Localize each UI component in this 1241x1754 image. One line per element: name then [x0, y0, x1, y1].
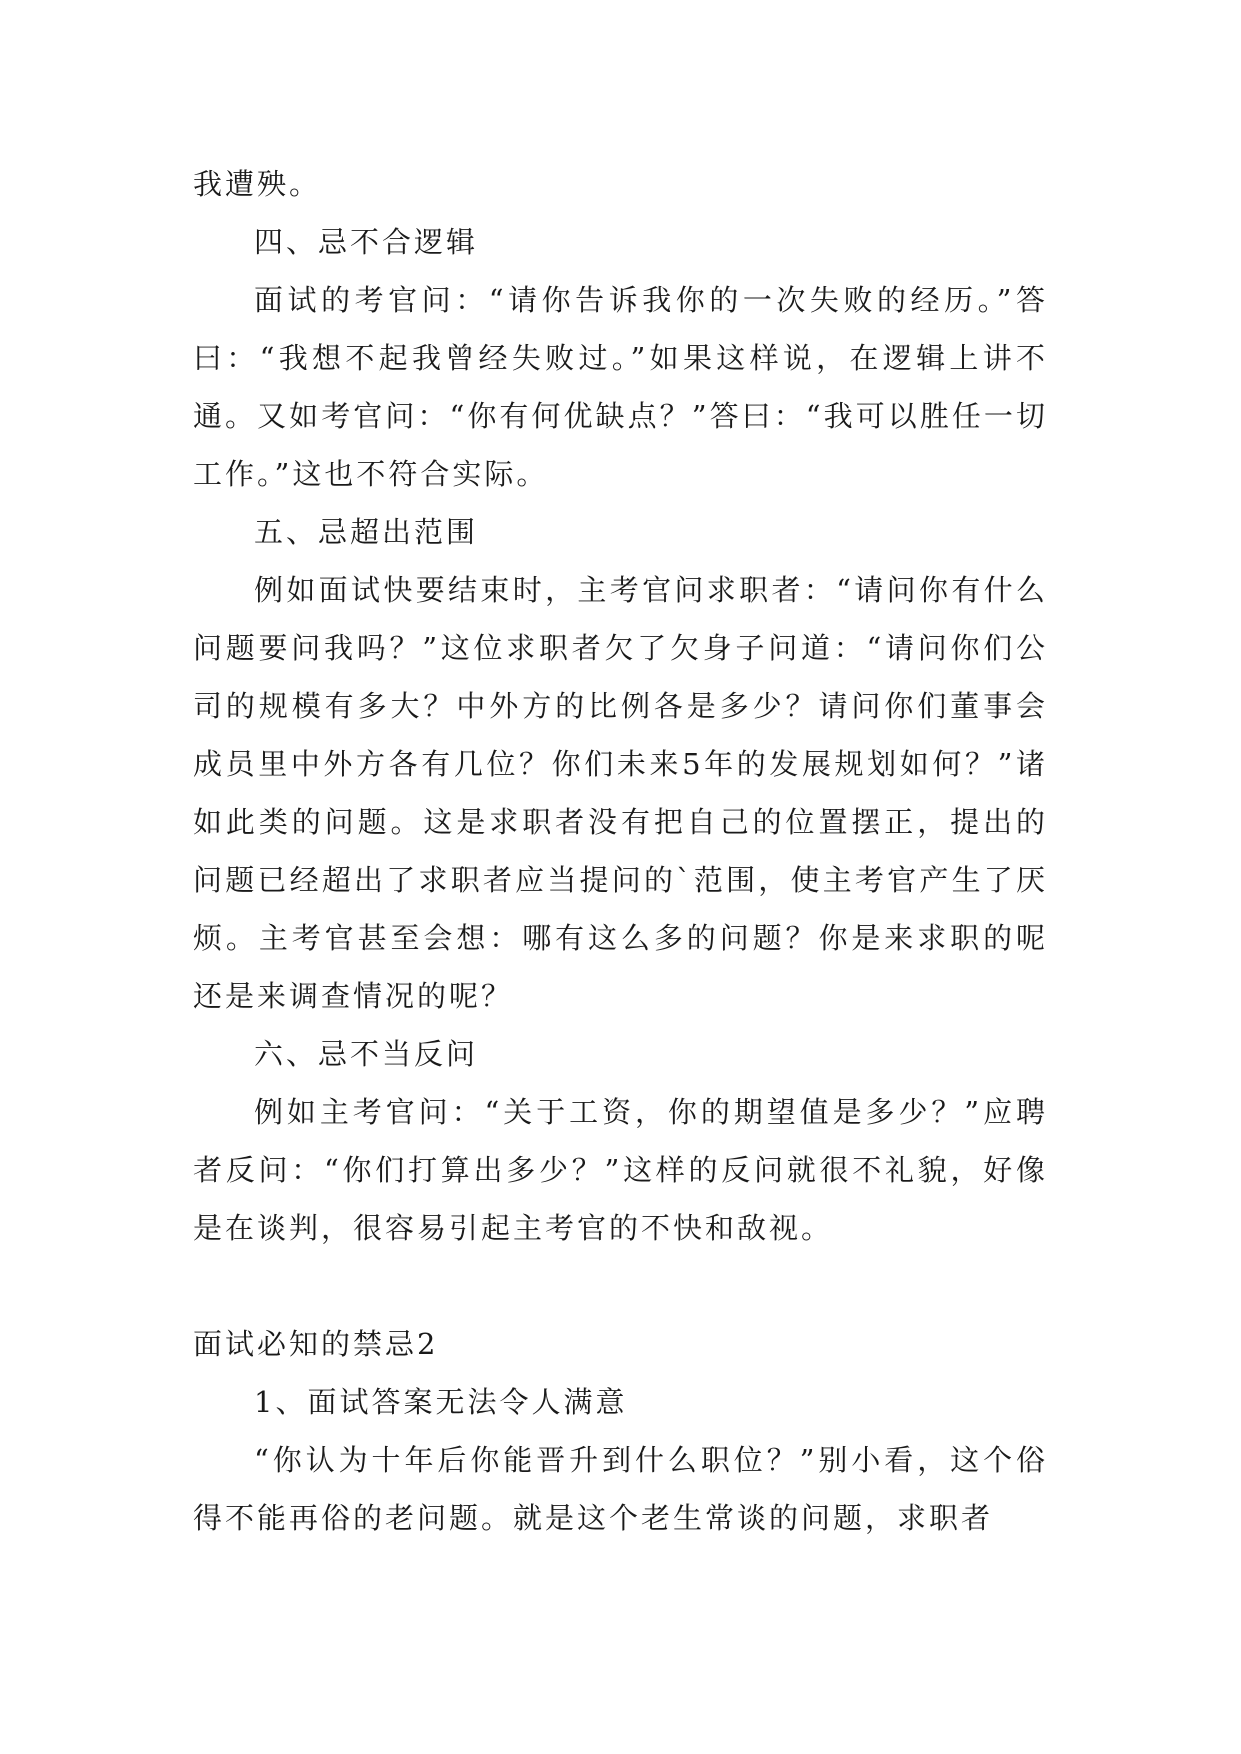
- heading-six: 六、忌不当反问: [254, 1037, 479, 1071]
- section-title: 面试必知的禁忌2: [193, 1327, 439, 1361]
- paragraph-ten-years: “你认为十年后你能晋升到什么职位？”别小看，这个俗得不能再俗的老问题。就是这个老生常谈的问题，求职者: [193, 1443, 1048, 1535]
- section-gap: [193, 1257, 1048, 1315]
- heading-one: 1、面试答案无法令人满意: [254, 1385, 628, 1419]
- paragraph-logic: 面试的考官问：“请你告诉我你的一次失败的经历。”答曰：“我想不起我曾经失败过。”如果这样说，在逻辑上讲不通。又如考官问：“你有何优缺点？”答曰：“我可以胜任一切工作。”这也不符合实际。: [193, 283, 1048, 491]
- heading-four: 四、忌不合逻辑: [254, 225, 479, 259]
- paragraph-continuation: 我遭殃。: [193, 167, 322, 201]
- paragraph-scope: 例如面试快要结束时，主考官问求职者：“请问你有什么问题要问我吗？”这位求职者欠了欠身子问道：“请问你们公司的规模有多大？中外方的比例各是多少？请问你们董事会成员里中外方各有几位？你们未来5年的发展规划如何？”诸如此类的问题。这是求职者没有把自己的位置摆正，提出的问题已经超出了求职者应当提问的`范围，使主考官产生了厌烦。主考官甚至会想：哪有这么多的问题？你是来求职的呢还是来调查情况的呢？: [193, 573, 1048, 1013]
- document-body: [193, 155, 1048, 1547]
- paragraph-counter-question: 例如主考官问：“关于工资，你的期望值是多少？”应聘者反问：“你们打算出多少？”这样的反问就很不礼貌，好像是在谈判，很容易引起主考官的不快和敌视。: [193, 1095, 1048, 1245]
- heading-five: 五、忌超出范围: [254, 515, 479, 549]
